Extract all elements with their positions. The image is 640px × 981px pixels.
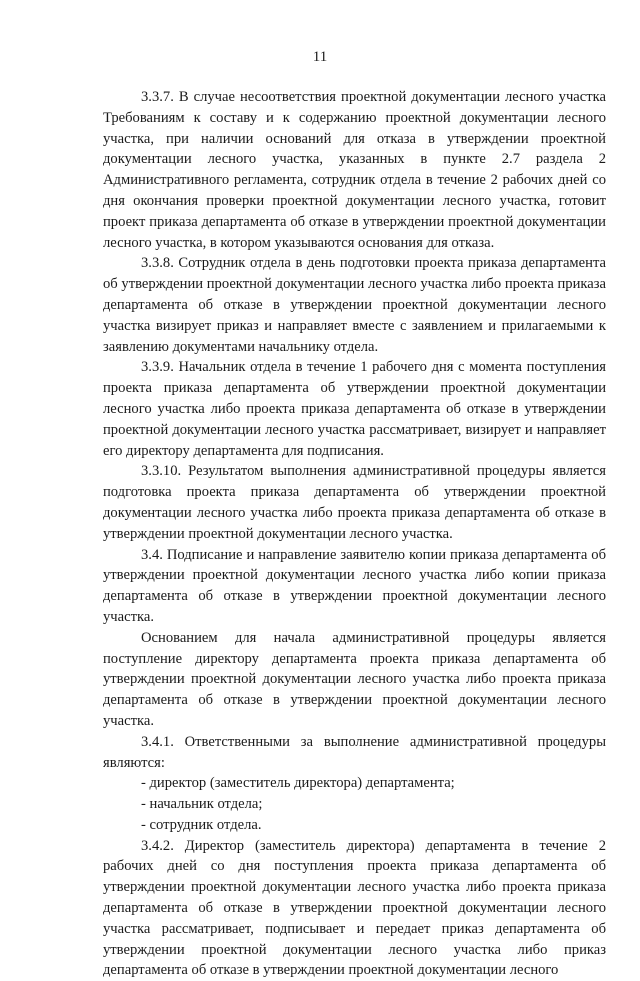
list-item-director: - директор (заместитель директора) департамента; <box>141 775 455 792</box>
paragraph-3-3-8: 3.3.8. Сотрудник отдела в день подготовки проекта приказа департамента об утверждении проектной документации лесного участка либо проекта приказа департамента об отказе в утверждении проектной документации лесного участка визирует приказ и направляет вместе с заявлением и прилагаемыми к заявлению документами начальнику отдела. <box>103 255 606 355</box>
paragraph-3-4-2: 3.4.2. Директор (заместитель директора) департамента в течение 2 рабочих дней со дня поступления проекта приказа департамента об утверждении проектной документации лесного участка либо проекта приказа департамента об отказе в утверждении проектной документации лесного участка рассматривает, подписывает и передает приказ департамента об утверждении проектной документации лесного участка либо приказ департамента об отказе в утверждении проектной документации лесного <box>103 837 606 979</box>
document-body <box>103 87 606 981</box>
paragraph-3-3-10: 3.3.10. Результатом выполнения административной процедуры является подготовка проекта приказа департамента об утверждении проектной документации лесного участка либо проекта приказа департамента об отказе в утверждении проектной документации лесного участка. <box>103 463 606 542</box>
paragraph-3-4: 3.4. Подписание и направление заявителю копии приказа департамента об утверждении проектной документации лесного участка либо копии приказа департамента об отказе в утверждении проектной документации лесного участка. <box>103 546 606 625</box>
paragraph-3-3-7: 3.3.7. В случае несоответствия проектной документации лесного участка Требованиям к составу и к содержанию проектной документации лесного участка, при наличии оснований для отказа в утверждении проектной документации лесного участка, указанных в пункте 2.7 раздела 2 Административного регламента, сотрудник отдела в течение 2 рабочих дней со дня окончания проверки проектной документации лесного участка, готовит проект приказа департамента об отказе в утверждении проектной документации лесного участка, в котором указываются основания для отказа. <box>103 89 606 251</box>
list-item-employee: - сотрудник отдела. <box>141 816 262 833</box>
list-item-head-of-department: - начальник отдела; <box>141 796 263 813</box>
paragraph-grounds: Основанием для начала административной процедуры является поступление директору департамента проекта приказа департамента об утверждении проектной документации лесного участка либо проекта приказа департамента об отказе в утверждении проектной документации лесного участка. <box>103 629 606 729</box>
paragraph-3-3-9: 3.3.9. Начальник отдела в течение 1 рабочего дня с момента поступления проекта приказа департамента об утверждении проектной документации лесного участка либо проекта приказа департамента об отказе в утверждении проектной документации лесного участка рассматривает, визирует и направляет его директору департамента для подписания. <box>103 359 606 459</box>
paragraph-3-4-1: 3.4.1. Ответственными за выполнение административной процедуры являются: <box>103 733 606 771</box>
page-number: 11 <box>312 49 328 65</box>
